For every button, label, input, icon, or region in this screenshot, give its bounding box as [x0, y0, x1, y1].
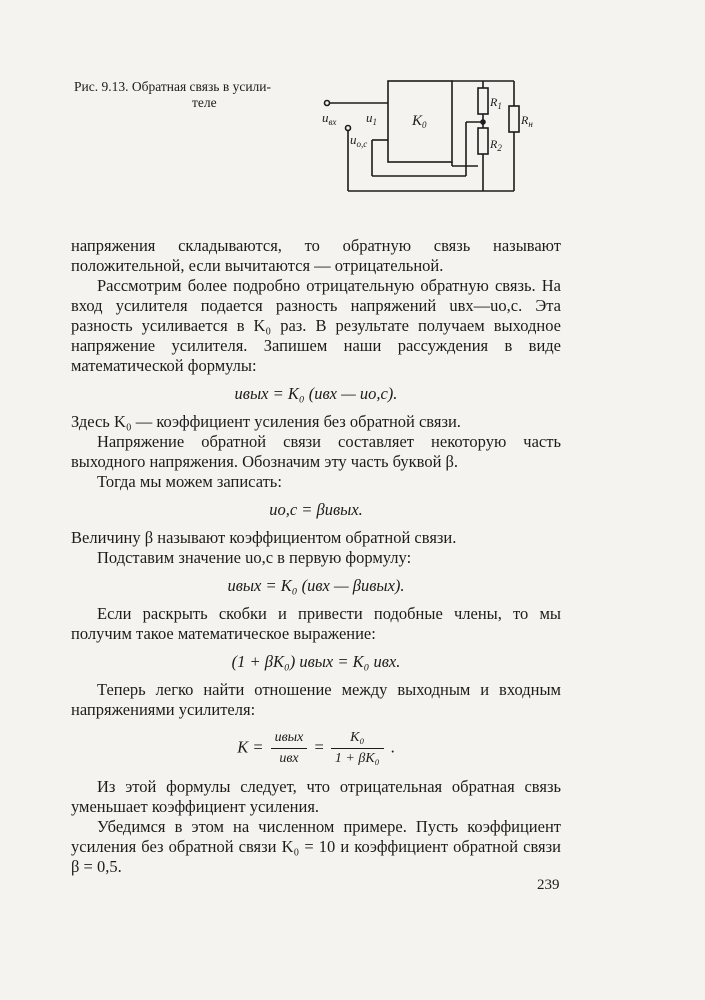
caption-line-2: теле: [192, 95, 217, 110]
fraction-2-denominator: 1 + βK₀: [334, 751, 380, 766]
formula-5-end: .: [390, 737, 395, 757]
formula-4: (1 + βK₀) uвых = K₀ uвх.: [231, 652, 401, 671]
fraction-1-denominator: uвх: [279, 751, 299, 766]
paragraph-7: Подставим значение uо,с в первую формулу:: [97, 548, 412, 567]
label-u1: $u_1$: [366, 110, 377, 127]
label-r2: $R_2$: [490, 137, 502, 153]
paragraph-5: Тогда мы можем записать:: [97, 472, 282, 491]
formula-3: uвых = K₀ (uвх — βuвых).: [227, 576, 405, 595]
paragraph-4: Напряжение обратной связи составляет некоторую часть выходного напряжения. Обозначим эту часть буквой β.: [71, 432, 561, 471]
figure-caption: [74, 79, 314, 111]
rn-resistor: [509, 106, 519, 132]
r1-resistor: [478, 88, 488, 114]
formula-5-lhs: K =: [237, 737, 264, 757]
paragraph-11: Убедимся в этом на численном примере. Пусть коэффициент усиления без обратной связи K₀ = 10 и коэффициент обратной связи β = 0,5.: [71, 817, 561, 876]
label-k0: $K_0$: [412, 113, 427, 130]
paragraph-3: Здесь K₀ — коэффициент усиления без обратной связи.: [71, 412, 461, 431]
paragraph-6: Величину β называют коэффициентом обратной связи.: [71, 528, 457, 547]
formula-5: [71, 728, 561, 769]
paragraph-1: напряжения складываются, то обратную связь называют положительной, если вычитаются — отрицательной.: [71, 236, 561, 275]
formula-1: uвых = K₀ (uвх — uо,с).: [234, 384, 398, 403]
label-uos: $u_{o,c}$: [350, 132, 368, 149]
paragraph-8: Если раскрыть скобки и привести подобные члены, то мы получим такое математическое выражение:: [71, 604, 561, 643]
fraction-1: [271, 728, 308, 769]
body-text: [71, 236, 561, 877]
paragraph-2: Рассмотрим более подробно отрицательную обратную связь. На вход усилителя подается разность напряжений uвх—uо,с. Эта разность усиливается в K₀ раз. В результате получаем выходное напряжение усилителя. Запишем наши рассуждения в виде математической формулы:: [71, 276, 561, 375]
page-number: 239: [537, 877, 560, 893]
fraction-2: [331, 728, 384, 769]
label-r1: $R_1$: [490, 95, 502, 111]
caption-line-1: Рис. 9.13. Обратная связь в усили-: [74, 79, 271, 94]
label-uin: $u_{вх}$: [322, 110, 337, 127]
r2-resistor: [478, 128, 488, 154]
formula-5-eq: =: [314, 737, 324, 757]
paragraph-10: Из этой формулы следует, что отрицательная обратная связь уменьшает коэффициент усиления.: [71, 777, 561, 816]
circuit-diagram: [318, 66, 548, 196]
fraction-2-numerator: K₀: [331, 728, 384, 749]
fraction-1-numerator: uвых: [271, 728, 308, 749]
formula-2: uо,с = βuвых.: [269, 500, 363, 519]
label-rn: $R_н$: [521, 113, 533, 129]
paragraph-9: Теперь легко найти отношение между выходным и входным напряжениями усилителя:: [71, 680, 561, 719]
